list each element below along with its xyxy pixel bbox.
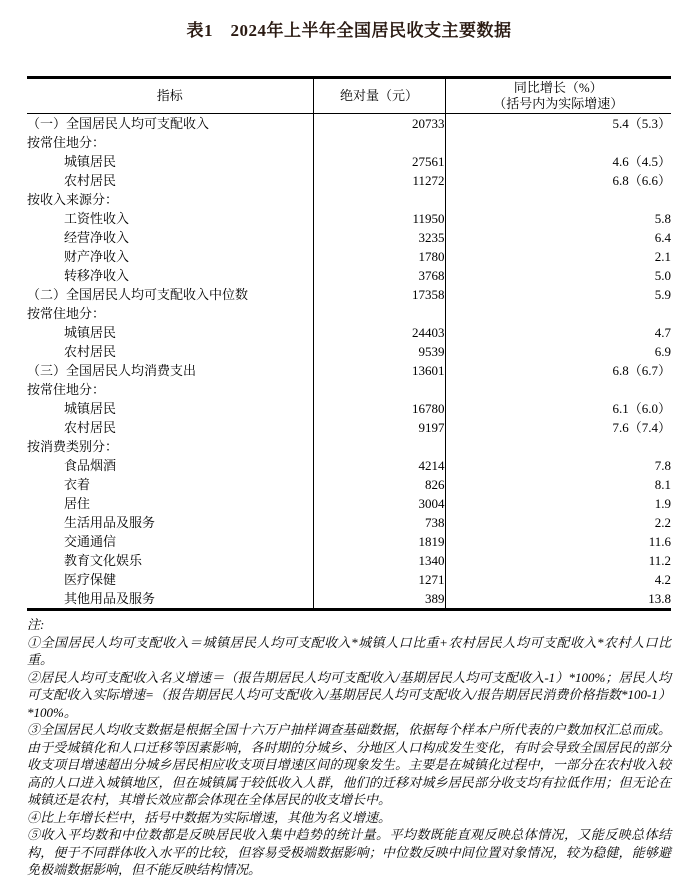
income-expenditure-table [27,76,671,611]
row-label: 食品烟酒 [64,458,117,473]
header-yoy-growth-line2: （括号内为实际增速） [493,96,624,111]
note-item: ④比上年增长栏中，括号中数据为实际增速，其他为名义增速。 [27,809,392,825]
row-label: 城镇居民 [64,325,117,340]
table-row [27,171,671,190]
table-header-row [27,78,671,114]
row-value: 826 [313,475,445,494]
row-value: 27561 [313,152,445,171]
row-value: 3235 [313,228,445,247]
table-row [27,475,671,494]
row-value: 16780 [313,399,445,418]
row-growth: 7.6（7.4） [445,418,671,437]
row-label: 医疗保健 [64,572,117,587]
row-growth: 7.8 [445,456,671,475]
table-row [27,114,671,134]
table-row [27,285,671,304]
row-value: 20733 [313,114,445,134]
table-row [27,589,671,610]
row-value [313,190,445,209]
row-label: 其他用品及服务 [64,591,156,606]
header-absolute-amount: 绝对量（元） [313,78,445,114]
row-label: 城镇居民 [64,401,117,416]
row-label: 工资性收入 [64,211,130,226]
row-label: 财产净收入 [64,249,130,264]
table-row [27,532,671,551]
row-growth: 6.8（6.6） [445,171,671,190]
row-label: 教育文化娱乐 [64,553,143,568]
note-item: ③全国居民人均收支数据是根据全国十六万户抽样调查基础数据，依据每个样本户所代表的户数加权汇总而成。由于受城镇化和人口迁移等因素影响，各时期的分城乡、分地区人口构成发生变化，有时会导致全国居民的部分收支项目增速超出分城乡居民相应收支项目增速区间的现象发生。主要是在城镇化过程中，一部分在农村收入较高的人口进入城镇地区，但在城镇属于较低收入人群，他们的迁移对城乡居民部分收支均有拉低作用；但无论在城镇还是农村，其增长效应都会体现在全体居民的收支增长中。 [27,722,671,807]
row-value: 9539 [313,342,445,361]
row-label: 城镇居民 [64,154,117,169]
row-growth: 13.8 [445,589,671,610]
row-value: 4214 [313,456,445,475]
row-label: 农村居民 [64,173,117,188]
row-growth: 4.7 [445,323,671,342]
table-row [27,513,671,532]
table-body [27,114,671,610]
row-value: 11950 [313,209,445,228]
row-growth: 6.9 [445,342,671,361]
table-row [27,494,671,513]
header-yoy-growth-line1: 同比增长（%） [513,80,603,95]
table-row [27,266,671,285]
row-label: 按常住地分： [27,382,106,397]
table-row [27,570,671,589]
row-label: 农村居民 [64,344,117,359]
row-label: 按常住地分： [27,306,106,321]
row-growth: 2.2 [445,513,671,532]
notes-label: 注: [27,617,45,632]
table-row [27,228,671,247]
row-value [313,304,445,323]
row-label: 居住 [64,496,91,511]
row-growth: 5.8 [445,209,671,228]
row-label: 按收入来源分： [27,192,119,207]
row-growth: 6.4 [445,228,671,247]
row-value [313,437,445,456]
table-row [27,190,671,209]
row-growth: 5.0 [445,266,671,285]
row-value: 3768 [313,266,445,285]
table-row [27,342,671,361]
note-item: ①全国居民人均可支配收入＝城镇居民人均可支配收入*城镇人口比重+农村居民人均可支配收入*农村人口比重。 [27,634,671,667]
row-value: 1819 [313,532,445,551]
row-value [313,133,445,152]
table-row [27,456,671,475]
note-item: ②居民人均可支配收入名义增速＝（报告期居民人均可支配收入/基期居民人均可支配收入-1）*100%；居民人均可支配收入实际增速=（报告期居民人均可支配收入/基期居民人均可支配收入/报告期居民消费价格指数*100-1）*100%。 [27,669,671,720]
table-row [27,209,671,228]
header-yoy-growth [445,78,671,114]
table-row [27,152,671,171]
row-label: 衣着 [64,477,91,492]
row-growth: 11.2 [445,551,671,570]
row-value: 3004 [313,494,445,513]
note-item: ⑤收入平均数和中位数都是反映居民收入集中趋势的统计量。平均数既能直观反映总体情况，又能反映总体结构，便于不同群体收入水平的比较，但容易受极端数据影响；中位数反映中间位置对象情况，较为稳健，能够避免极端数据影响，但不能反映结构情况。 [27,827,671,876]
notes-list [27,634,671,876]
row-value: 1271 [313,570,445,589]
table-row [27,361,671,380]
header-indicator: 指标 [27,78,313,114]
row-growth: 6.8（6.7） [445,361,671,380]
row-growth: 1.9 [445,494,671,513]
row-growth: 2.1 [445,247,671,266]
row-value: 1340 [313,551,445,570]
row-label: （一）全国居民人均可支配收入 [27,116,210,131]
row-value: 389 [313,589,445,610]
row-value [313,380,445,399]
row-growth: 4.2 [445,570,671,589]
row-label: 农村居民 [64,420,117,435]
row-value: 738 [313,513,445,532]
row-label: （二）全国居民人均可支配收入中位数 [27,287,249,302]
page-title: 表1 2024年上半年全国居民收支主要数据 [186,21,512,40]
row-value: 11272 [313,171,445,190]
row-label: （三）全国居民人均消费支出 [27,363,197,378]
row-growth: 5.4（5.3） [445,114,671,134]
row-value: 1780 [313,247,445,266]
row-value: 9197 [313,418,445,437]
table-row [27,437,671,456]
table-row [27,399,671,418]
table-row [27,323,671,342]
table-row [27,380,671,399]
row-label: 经营净收入 [64,230,130,245]
row-growth: 5.9 [445,285,671,304]
row-growth: 4.6（4.5） [445,152,671,171]
row-growth [445,437,671,456]
row-value: 13601 [313,361,445,380]
row-label: 按消费类别分： [27,439,119,454]
row-growth [445,190,671,209]
row-growth [445,380,671,399]
row-growth [445,133,671,152]
row-growth [445,304,671,323]
row-growth: 6.1（6.0） [445,399,671,418]
notes-section [27,616,671,876]
row-growth: 8.1 [445,475,671,494]
row-value: 17358 [313,285,445,304]
row-label: 转移净收入 [64,268,130,283]
row-label: 生活用品及服务 [64,515,156,530]
row-label: 交通通信 [64,534,117,549]
table-row [27,551,671,570]
row-label: 按常住地分： [27,135,106,150]
table-row [27,133,671,152]
row-growth: 11.6 [445,532,671,551]
table-row [27,304,671,323]
table-row [27,247,671,266]
table-row [27,418,671,437]
row-value: 24403 [313,323,445,342]
